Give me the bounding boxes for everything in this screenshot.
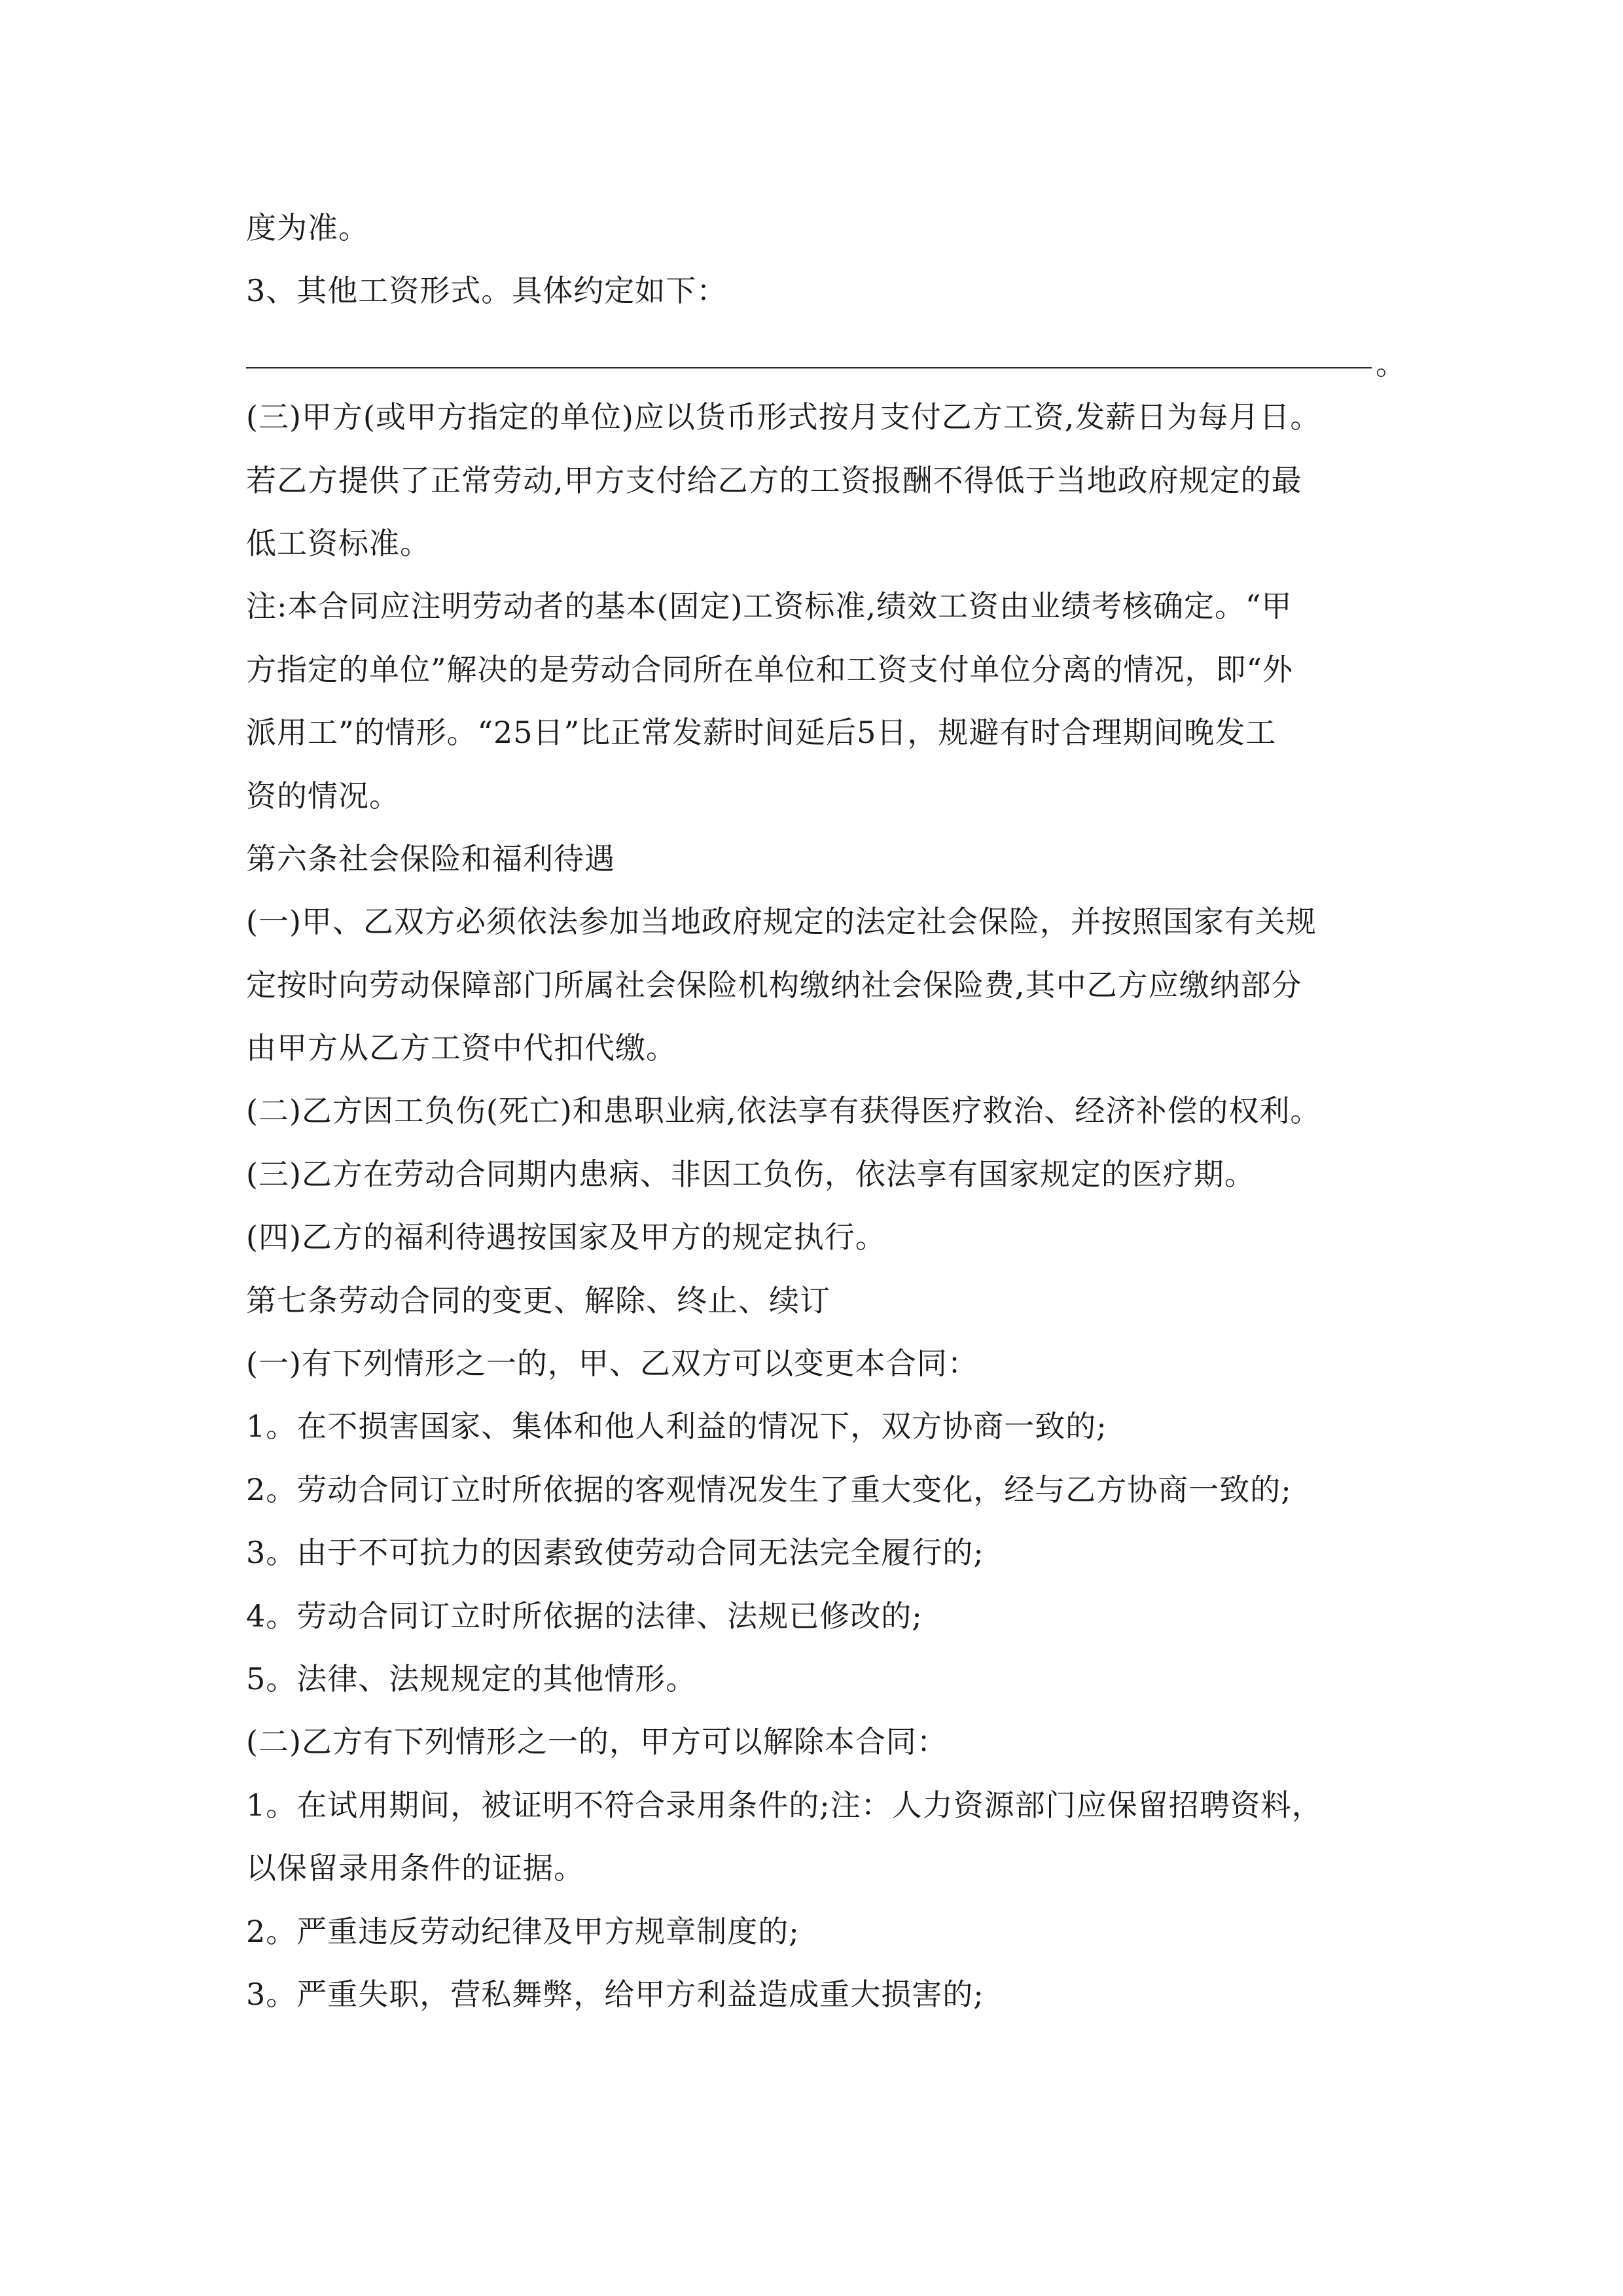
list-item: 1。在试用期间，被证明不符合录用条件的;注：人力资源部门应保留招聘资料， — [246, 1787, 1323, 1823]
text-line: (一)有下列情形之一的，甲、乙双方可以变更本合同： — [246, 1346, 978, 1382]
list-item: 3。由于不可抗力的因素致使劳动合同无法完全履行的; — [246, 1535, 984, 1571]
note-line: 资的情况。 — [246, 778, 400, 814]
list-item: 3。严重失职，营私舞弊，给甲方利益造成重大损害的; — [246, 1976, 984, 2012]
list-item-continuation: 以保留录用条件的证据。 — [246, 1850, 584, 1886]
list-item: 2。严重违反劳动纪律及甲方规章制度的; — [246, 1913, 800, 1949]
text-line: 定按时向劳动保障部门所属社会保险机构缴纳社会保险费,其中乙方应缴纳部分 — [246, 967, 1302, 1003]
text-line: (三)乙方在劳动合同期内患病、非因工负伤，依法享有国家规定的医疗期。 — [246, 1156, 1255, 1192]
section-heading: 第七条劳动合同的变更、解除、终止、续订 — [246, 1282, 830, 1318]
text-line: (三)甲方(或甲方指定的单位)应以货币形式按月支付乙方工资,发薪日为每月日。 — [246, 399, 1321, 435]
text-line: 3、其他工资形式。具体约定如下： — [246, 273, 728, 309]
text-line: 由甲方从乙方工资中代扣代缴。 — [246, 1030, 677, 1066]
document-page — [246, 196, 1406, 2026]
note-line: 注:本合同应注明劳动者的基本(固定)工资标准,绩效工资由业绩考核确定。“甲 — [246, 588, 1293, 624]
section-heading: 第六条社会保险和福利待遇 — [246, 840, 615, 876]
list-item: 5。法律、法规规定的其他情形。 — [246, 1660, 697, 1696]
text-line: (四)乙方的福利待遇按国家及甲方的规定执行。 — [246, 1219, 886, 1255]
list-item: 2。劳动合同订立时所依据的客观情况发生了重大变化，经与乙方协商一致的; — [246, 1471, 1292, 1507]
text-line: (二)乙方有下列情形之一的，甲方可以解除本合同： — [246, 1724, 948, 1760]
fill-in-blank-line — [246, 323, 1406, 386]
text-line: (二)乙方因工负伤(死亡)和患职业病,依法享有获得医疗救治、经济补偿的权利。 — [246, 1093, 1321, 1129]
list-item: 1。在不损害国家、集体和他人利益的情况下，双方协商一致的; — [246, 1408, 1107, 1444]
blank-line-end-mark: 。 — [1376, 346, 1406, 382]
note-line: 派用工”的情形。“25日”比正常发薪时间延后5日，规避有时合理期间晚发工 — [246, 715, 1277, 751]
text-line: 若乙方提供了正常劳动,甲方支付给乙方的工资报酬不得低于当地政府规定的最 — [246, 462, 1302, 498]
text-line: 度为准。 — [246, 210, 369, 245]
text-line: 低工资标准。 — [246, 525, 431, 561]
underline-rule — [246, 367, 1372, 368]
text-line: (一)甲、乙双方必须依法参加当地政府规定的法定社会保险，并按照国家有关规 — [246, 904, 1317, 940]
list-item: 4。劳动合同订立时所依据的法律、法规已修改的; — [246, 1598, 923, 1634]
note-line: 方指定的单位”解决的是劳动合同所在单位和工资支付单位分离的情况，即“外 — [246, 651, 1294, 687]
